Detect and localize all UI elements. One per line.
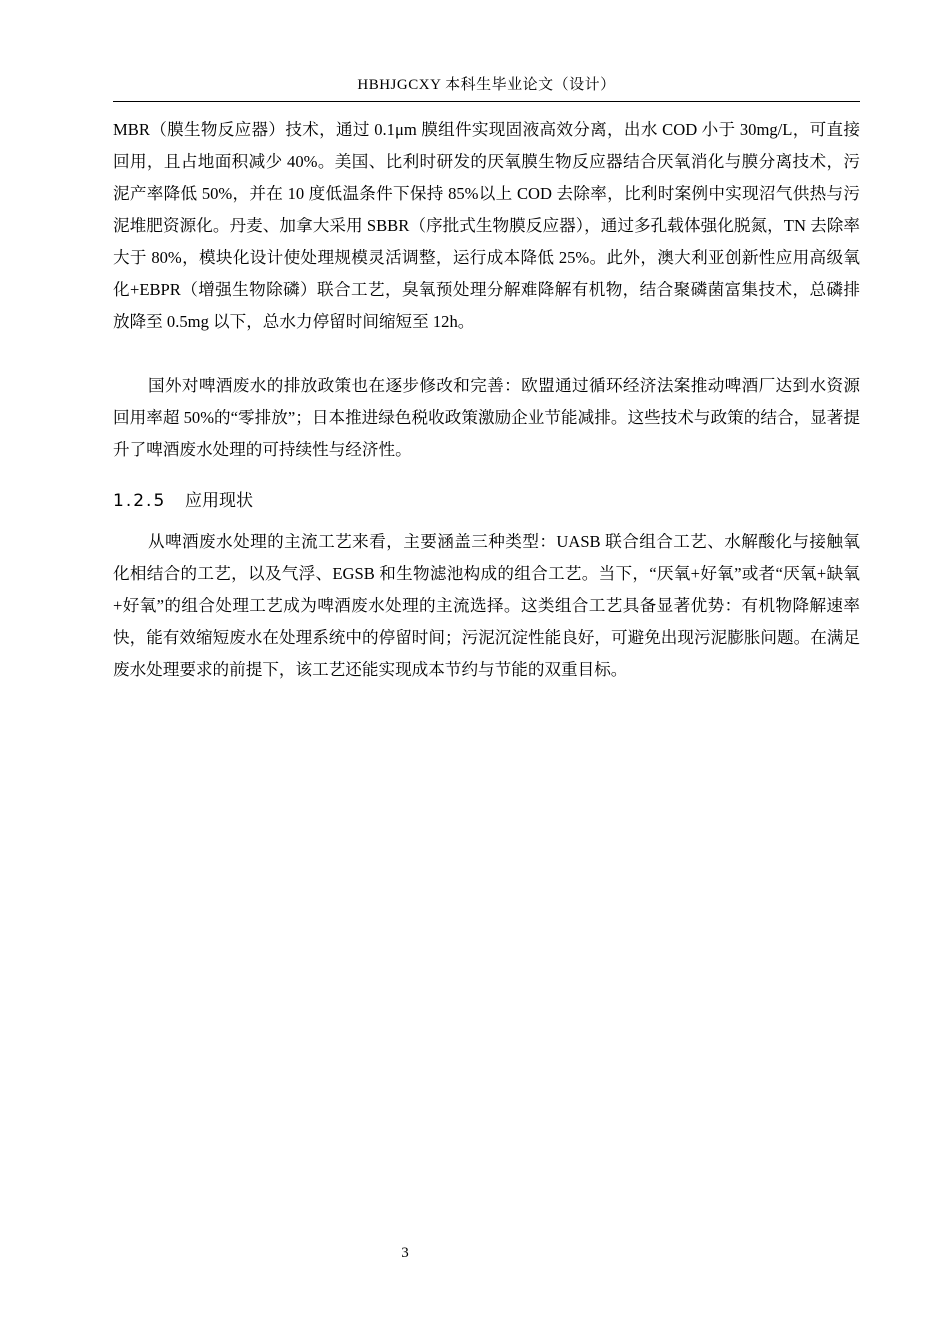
paragraph-application-status: 从啤酒废水处理的主流工艺来看，主要涵盖三种类型：UASB 联合组合工艺、水解酸化与接触氧化相结合的工艺，以及气浮、EGSB 和生物滤池构成的组合工艺。当下，“厌氧+好氧”或者“厌氧+缺氧+好氧”的组合处理工艺成为啤酒废水处理的主流选择。这类组合工艺具备显著优势：有机物降解速率快，能有效缩短废水在处理系统中的停留时间；污泥沉淀性能良好，可避免出现污泥膨胀问题。在满足废水处理要求的前提下，该工艺还能实现成本节约与节能的双重目标。 (113, 532, 860, 679)
section-title: 应用现状 (185, 491, 253, 511)
header-divider (113, 101, 860, 102)
running-header: HBHJGCXY 本科生毕业论文（设计） (357, 77, 616, 93)
paragraph-emission-policy: 国外对啤酒废水的排放政策也在逐步修改和完善：欧盟通过循环经济法案推动啤酒厂达到水资源回用率超 50%的“零排放”；日本推进绿色税收政策激励企业节能减排。这些技术与政策的结合，显著提升了啤酒废水处理的可持续性与经济性。 (113, 376, 860, 459)
section-number: 1.2.5 (113, 491, 167, 511)
page-number: 3 (401, 1245, 409, 1261)
paragraph-mbr-technology: MBR（膜生物反应器）技术，通过 0.1μm 膜组件实现固液高效分离，出水 COD 小于 30mg/L，可直接回用，且占地面积减少 40%。美国、比利时研发的厌氧膜生物反应器结合厌氧消化与膜分离技术，污泥产率降低 50%，并在 10 度低温条件下保持 85%以上 COD 去除率，比利时案例中实现沼气供热与污泥堆肥资源化。丹麦、加拿大采用 SBBR（序批式生物膜反应器），通过多孔载体强化脱氮，TN 去除率大于 80%，模块化设计使处理规模灵活调整，运行成本降低 25%。此外，澳大利亚创新性应用高级氧化+EBPR（增强生物除磷）联合工艺，臭氧预处理分解难降解有机物，结合聚磷菌富集技术，总磷排放降至 0.5mg 以下，总水力停留时间缩短至 12h。 (113, 120, 860, 331)
section-heading (113, 487, 253, 515)
